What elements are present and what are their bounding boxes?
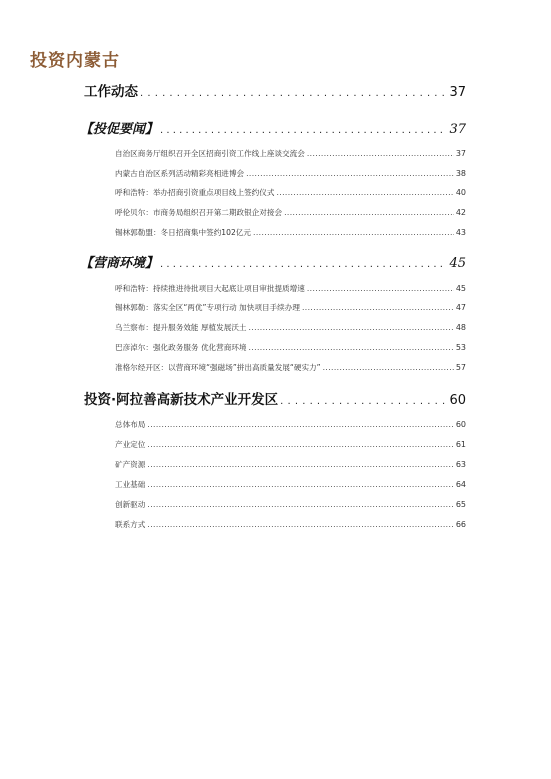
entry-title: 总体布局 [115,420,146,429]
toc-entry[interactable] [115,302,466,313]
leader-dots [160,125,447,136]
leader-dots [276,188,453,197]
leader-dots [323,363,454,372]
toc-entry[interactable] [115,207,466,218]
page-number: 37 [455,149,466,158]
section-title: 工作动态 [84,84,138,100]
leader-dots [246,169,454,178]
leader-dots [249,343,454,352]
entry-title: 自治区商务厅组织召开全区招商引资工作线上座谈交流会 [115,149,305,158]
entry-title: 呼和浩特：举办招商引资重点项目线上签约仪式 [115,188,275,197]
page-number: 37 [449,85,466,100]
page-number: 48 [455,323,466,332]
page-number: 43 [455,228,466,237]
page-number: 60 [455,420,466,429]
entry-title: 锡林郭勒：落实全区“两优”专项行动 加快项目手续办理 [115,303,300,312]
page-number: 40 [455,188,466,197]
page-number: 42 [455,208,466,217]
page-number: 45 [449,256,466,271]
leader-dots [140,88,447,99]
page-number: 37 [449,122,466,137]
toc-entry[interactable] [115,362,466,373]
entry-title: 工业基础 [115,480,146,489]
toc-category-business-environment[interactable] [80,252,466,271]
entry-title: 准格尔经开区：以营商环境“强磁场”拼出高质量发展“硬实力” [115,363,321,372]
toc-entry[interactable] [115,419,466,430]
leader-dots [147,520,453,529]
entry-title: 联系方式 [115,520,146,529]
page-number: 38 [455,169,466,178]
toc-category-investment-news[interactable] [80,118,466,137]
leader-dots [284,208,454,217]
leader-dots [307,284,454,293]
page-number: 57 [455,363,466,372]
category-title: 【营商环境】 [80,256,159,271]
leader-dots [307,149,454,158]
toc-entry[interactable] [115,168,466,179]
toc-section-work-news[interactable] [84,80,466,100]
category-title: 【投促要闻】 [80,122,159,137]
page-number: 64 [455,480,466,489]
toc-section-alxa-hi-tech-zone[interactable] [84,388,466,408]
leader-dots [147,460,453,469]
magazine-title: 投资内蒙古 [30,51,120,71]
toc-entry[interactable] [115,227,466,238]
entry-title: 内蒙古自治区系列活动精彩亮相进博会 [115,169,245,178]
page-number: 66 [455,520,466,529]
page-number: 65 [455,500,466,509]
entry-title: 创新驱动 [115,500,146,509]
leader-dots [160,259,447,270]
toc-entry[interactable] [115,148,466,159]
leader-dots [280,396,447,407]
page-number: 47 [455,303,466,312]
toc-entry[interactable] [115,283,466,294]
page-number: 45 [455,284,466,293]
leader-dots [302,303,454,312]
toc-entry[interactable] [115,439,466,450]
entry-title: 产业定位 [115,440,146,449]
toc-entry[interactable] [115,187,466,198]
leader-dots [249,323,454,332]
page-number: 60 [449,393,466,408]
toc-entry[interactable] [115,342,466,353]
page-number: 63 [455,460,466,469]
leader-dots [147,440,453,449]
leader-dots [147,420,453,429]
leader-dots [147,480,453,489]
toc-entry[interactable] [115,499,466,510]
toc-entry[interactable] [115,322,466,333]
leader-dots [147,500,453,509]
entry-title: 矿产资源 [115,460,146,469]
toc-entry[interactable] [115,479,466,490]
entry-title: 呼和浩特：持续推进待批项目大起底让项目审批提质增速 [115,284,305,293]
entry-title: 锡林郭勒盟：冬日招商集中签约102亿元 [115,228,251,237]
entry-title: 呼伦贝尔：市商务局组织召开第二期政银企对接会 [115,208,283,217]
page-number: 61 [455,440,466,449]
entry-title: 巴彦淖尔：强化政务服务 优化营商环境 [115,343,247,352]
page-number: 53 [455,343,466,352]
toc-entry[interactable] [115,459,466,470]
section-title: 投资·阿拉善高新技术产业开发区 [84,392,279,408]
leader-dots [253,228,454,237]
toc-entry[interactable] [115,519,466,530]
entry-title: 乌兰察布：提升服务效能 厚植发展沃土 [115,323,247,332]
